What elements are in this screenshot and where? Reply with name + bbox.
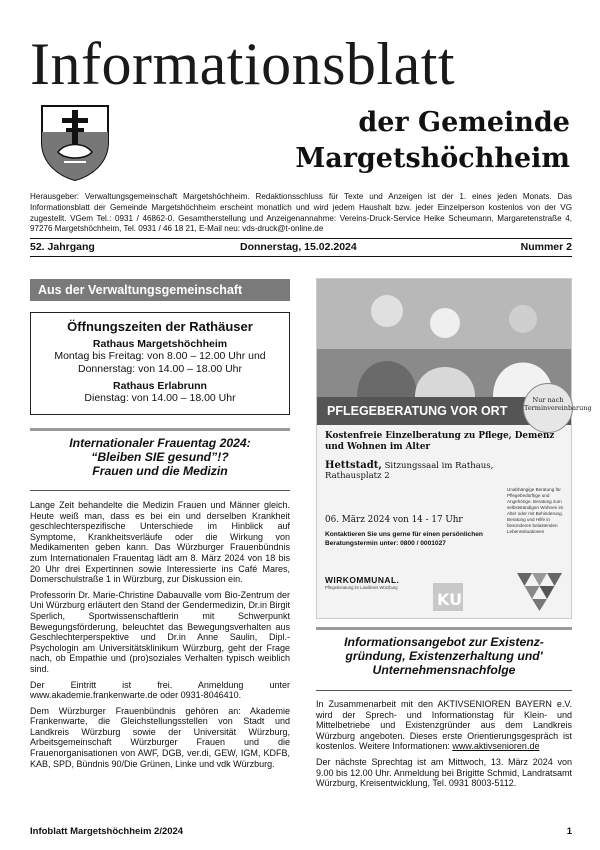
- ad-town: Hettstadt,: [325, 460, 382, 471]
- publisher-info: Herausgeber: Verwaltungsgemeinschaft Margetshöchheim. Redaktionsschluss für Texte und Anzeigen ist der 1. eines jeden Monats. Das Informationsblatt der Gemeinde Margetshöchheim erscheint monatlich und wird jedem Haushalt bzw. jeder Einzelperson kostenlos von der VG zugestellt. VGem Tel.: 0931 / 46862-0. Gesamtherstellung und Anzeigenannahme: Vereins-Druck-Service Heike Scheumann, Margaretenstraße 4, 97276 Margetshöchheim, Tel. 0931 / 46 18 21, E-Mail neu: vds-druck@t-online.de: [30, 192, 572, 234]
- footer-page-number: 1: [566, 826, 572, 837]
- article2-body: [316, 699, 572, 794]
- aktivsenioren-link[interactable]: www.aktivsenioren.de: [452, 741, 540, 752]
- office1-hours-line1: Montag bis Freitag: von 8.00 – 12.00 Uhr und: [54, 350, 266, 362]
- ad-address: Rathausplatz 2: [325, 471, 390, 481]
- article2-paragraph: [316, 699, 572, 752]
- article1-title: [30, 436, 290, 478]
- office2-name: Rathaus Erlabrunn: [113, 380, 207, 392]
- article2-top-bar: [316, 627, 572, 630]
- wirkommunal-subtitle: Pflegeberatung im Landkreis Würzburg: [325, 585, 398, 590]
- article1-top-bar: [30, 428, 290, 431]
- ad-date: 06. März 2024 von 14 - 17 Uhr: [325, 515, 463, 525]
- divider-bottom: [30, 256, 572, 257]
- triangle-logo-icon: [517, 573, 563, 611]
- divider-top: [30, 238, 572, 239]
- issue-info-row: [30, 241, 572, 255]
- article2-title-line3: Unternehmensnachfolge: [372, 663, 516, 677]
- ad-venue: Sitzungssaal im Rathaus,: [384, 461, 494, 471]
- article1-title-line3: Frauen und die Medizin: [92, 464, 228, 478]
- ad-contact-line2: Beratungstermin unter: 0800 / 0001027: [325, 539, 446, 547]
- article2-title-line2: gründung, Existenzerhaltung und': [345, 649, 543, 663]
- office1-hours-line2: Donnerstag: von 14.00 – 18.00 Uhr: [77, 362, 243, 375]
- care-advice-advertisement: [316, 278, 592, 619]
- article1-title-line2: “Bleiben SIE gesund”!?: [91, 450, 229, 464]
- office-hours-title: Öffnungszeiten der Rathäuser: [67, 319, 253, 334]
- article1-paragraph: Dem Würzburger Frauenbündnis gehören an: Akademie Frankenwarte, die Gleichstellungsstellen von Stadt und Landkreis Würzburg sowie der Universität Würzburg, Arbeitsgemeinschaft Würzburger Frauen und die Frauenorganisationen von AWF, DGB, ver.di, GEW, IGM, KDFB, KAB, SPD, Bündnis 90/Die Grünen, Linke und vdk Würzburg.: [30, 705, 290, 769]
- ad-headline: Kostenfreie Einzelberatung zu Pflege, Demenz und Wohnen im Alter: [325, 431, 555, 452]
- municipal-crest-logo: [38, 102, 112, 182]
- article2-p1-text: In Zusammenarbeit mit den AKTIVSENIOREN BAYERN e.V. wird der Sprech- und Informationstag für Klein- und Mittelbetriebe und Existenzgründer aus dem Landkreis Würzburg angeboten. Dieses erste Orientierungsgespräch ist kostenlos. Weitere Informationen:: [316, 699, 572, 752]
- office2-hours-line1: Dienstag: von 14.00 – 18.00 Uhr: [84, 392, 236, 404]
- ad-contact: [325, 531, 495, 548]
- article1-title-line1: Internationaler Frauentag 2024:: [69, 436, 251, 450]
- ad-contact-line1: Kontaktieren Sie uns gerne für einen persönlichen: [325, 531, 483, 538]
- article1-title-divider: [30, 490, 290, 491]
- wirkommunal-logo: WIRKOMMUNAL.: [325, 575, 400, 585]
- issue-volume: 52. Jahrgang: [30, 241, 95, 253]
- svg-text:KU: KU: [437, 590, 463, 609]
- ku-logo-icon: [433, 575, 463, 611]
- article2-paragraph: Der nächste Sprechtag ist am Mittwoch, 13. März 2024 von 9.00 bis 12.00 Uhr. Anmeldung bei Brigitte Schmid, Landratsamt Würzburg, Kreisentwicklung, Tel. 0931 8003-5112.: [316, 756, 572, 789]
- article1-paragraph: Der Eintritt ist frei. Anmeldung unter www.akademie.frankenwarte.de oder 0931-8046410.: [30, 679, 290, 701]
- article2-title: [316, 635, 572, 677]
- ad-side-text: Unabhängige Beratung für Pflegebedürftige und Angehörige. Beratung zum selbstständigen Wohnen im Alter oder mit Behinderung. Beratung und Hilfe in besonderen belastenden Lebenssituationen: [507, 487, 564, 534]
- article1-paragraph: Professorin Dr. Marie-Christine Dabauvalle vom Bio-Zentrum der Uni Würzburg erläutert den Stand der Gendermedizin, Dr.in Birgit Sperlich, Sportwissenschaftlerin mit Schwerpunkt Bewegungsförderung, beleuchtet das Bewegungsverhalten aus Geschlechterperspektive und Dr.in Anne Saulin, Dipl.-Psychologin am Universitätsklinikum Würzburg, geht der Frage nach, ob Empathie und (pro)soziales Verhalten typisch weiblich sind.: [30, 589, 290, 674]
- article1-body: [30, 500, 290, 774]
- seniors-photo: [317, 279, 571, 397]
- appointment-badge: Nur nach Terminvereinbarung: [523, 383, 573, 433]
- footer-publication: Infoblatt Margetshöchheim 2/2024: [30, 826, 184, 837]
- office1-name: Rathaus Margetshöchheim: [92, 338, 228, 350]
- section-header: Aus der Verwaltungsgemeinschaft: [30, 279, 290, 301]
- masthead-title: Informationsblatt: [30, 31, 456, 97]
- article2-title-line1: Informationsangebot zur Existenz-: [344, 635, 544, 649]
- issue-date: Donnerstag, 15.02.2024: [240, 241, 357, 253]
- ad-location: [325, 461, 493, 481]
- masthead-subtitle-line2: Margetshöchheim: [295, 143, 570, 174]
- ad-banner: PFLEGEBERATUNG VOR ORT: [317, 397, 571, 425]
- office-hours-box: [30, 312, 290, 415]
- article1-paragraph: Lange Zeit behandelte die Medizin Frauen und Männer gleich. Heute weiß man, dass es bei ein und derselben Krankheit geschlechterspezifische Unterschiede im Hinblick auf Symptome, Krankheitsverläufe oder die Wirkung von Medikamenten geben kann. Das Würzburger Frauenbündnis zum Internationalen Frauentag lädt am 8. März 2024 von 18 bis 20 Uhr drei Expertinnen sowie Interessierte ins Café Mares, Domerschulstraße 1 in Würzburg, zur Diskussion ein.: [30, 500, 290, 585]
- masthead-subtitle-line1: der Gemeinde: [358, 107, 570, 138]
- issue-number: Nummer 2: [520, 241, 572, 253]
- article2-title-divider: [316, 690, 572, 691]
